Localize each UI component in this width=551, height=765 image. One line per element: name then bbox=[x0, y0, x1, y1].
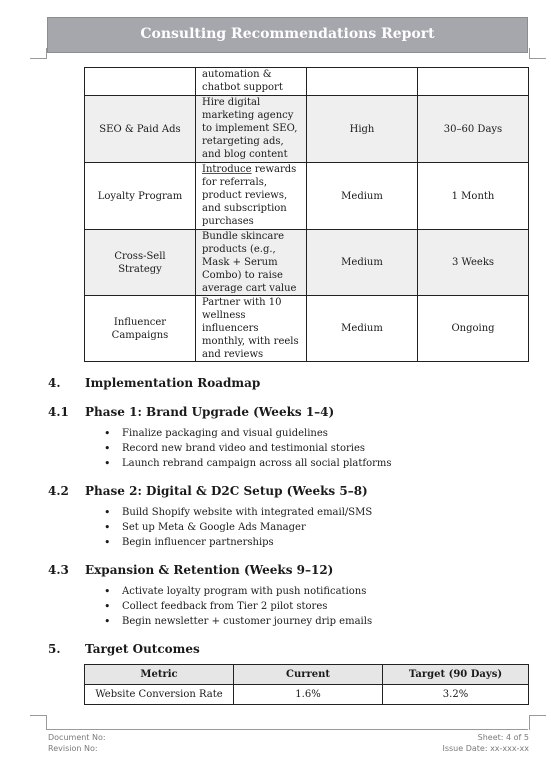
table-row bbox=[85, 96, 529, 163]
strategy-cell: Loyalty Program bbox=[85, 163, 196, 230]
list-item: • Collect feedback from Tier 2 pilot stores bbox=[104, 599, 372, 614]
timeline-cell: Ongoing bbox=[418, 296, 529, 362]
priority-cell bbox=[307, 68, 418, 96]
report-title: Consulting Recommendations Report bbox=[140, 26, 435, 42]
table-row bbox=[85, 296, 529, 362]
section-title: Phase 2: Digital & D2C Setup (Weeks 5–8) bbox=[85, 484, 368, 498]
revision-number: Revision No: bbox=[48, 744, 98, 753]
action-cell: automation & chatbot support bbox=[196, 68, 307, 96]
action-cell: Hire digital marketing agency to implement SEO, retargeting ads, and blog content bbox=[196, 96, 307, 163]
section-title: Phase 1: Brand Upgrade (Weeks 1–4) bbox=[85, 405, 335, 419]
section-number: 4. bbox=[48, 376, 61, 390]
timeline-cell: 3 Weeks bbox=[418, 230, 529, 296]
priority-cell: Medium bbox=[307, 296, 418, 362]
corner-mark bbox=[30, 48, 47, 59]
column-header: Current bbox=[234, 665, 383, 685]
action-rest: rewards for referrals, product reviews, and subscription purchases bbox=[202, 164, 297, 227]
section-number: 4.1 bbox=[48, 405, 69, 419]
footer-divider bbox=[47, 729, 528, 730]
report-header-bar bbox=[47, 17, 528, 53]
document-number: Document No: bbox=[48, 733, 106, 742]
recommendations-table bbox=[84, 67, 529, 362]
column-header: Metric bbox=[85, 665, 234, 685]
strategy-cell: SEO & Paid Ads bbox=[85, 96, 196, 163]
table-row bbox=[85, 230, 529, 296]
table-row bbox=[85, 68, 529, 96]
issue-date: Issue Date: xx-xxx-xx bbox=[442, 744, 529, 753]
corner-mark bbox=[529, 48, 546, 59]
table-cell: Website Conversion Rate bbox=[85, 685, 234, 705]
priority-cell: Medium bbox=[307, 230, 418, 296]
timeline-cell: 30–60 Days bbox=[418, 96, 529, 163]
section-title: Implementation Roadmap bbox=[85, 376, 261, 390]
list-item: • Set up Meta & Google Ads Manager bbox=[104, 520, 372, 535]
list-item: • Launch rebrand campaign across all social platforms bbox=[104, 456, 392, 471]
list-item: • Finalize packaging and visual guidelines bbox=[104, 426, 392, 441]
bullet-list bbox=[104, 505, 372, 550]
priority-cell: Medium bbox=[307, 163, 418, 230]
list-item: • Begin newsletter + customer journey drip emails bbox=[104, 614, 372, 629]
target-outcomes-table bbox=[84, 664, 529, 705]
list-item: • Begin influencer partnerships bbox=[104, 535, 372, 550]
strategy-cell: Cross-Sell Strategy bbox=[85, 230, 196, 296]
table-row bbox=[85, 685, 529, 705]
column-header: Target (90 Days) bbox=[383, 665, 529, 685]
sheet-number: Sheet: 4 of 5 bbox=[477, 733, 529, 742]
section-title: Expansion & Retention (Weeks 9–12) bbox=[85, 563, 334, 577]
corner-mark bbox=[529, 715, 546, 730]
bullet-list bbox=[104, 584, 372, 629]
list-item: • Record new brand video and testimonial stories bbox=[104, 441, 392, 456]
table-cell: 1.6% bbox=[234, 685, 383, 705]
list-item: • Activate loyalty program with push notifications bbox=[104, 584, 372, 599]
action-cell: Bundle skincare products (e.g., Mask + Serum Combo) to raise average cart value bbox=[196, 230, 307, 296]
timeline-cell: 1 Month bbox=[418, 163, 529, 230]
action-cell: Partner with 10 wellness influencers monthly, with reels and reviews bbox=[196, 296, 307, 362]
corner-mark bbox=[30, 715, 47, 730]
strategy-cell bbox=[85, 68, 196, 96]
action-cell bbox=[196, 163, 307, 230]
section-number: 4.2 bbox=[48, 484, 69, 498]
timeline-cell bbox=[418, 68, 529, 96]
strategy-cell: Influencer Campaigns bbox=[85, 296, 196, 362]
table-row bbox=[85, 163, 529, 230]
list-item: • Build Shopify website with integrated email/SMS bbox=[104, 505, 372, 520]
bullet-list bbox=[104, 426, 392, 471]
priority-cell: High bbox=[307, 96, 418, 163]
section-number: 5. bbox=[48, 642, 61, 656]
table-cell: 3.2% bbox=[383, 685, 529, 705]
table-header-row bbox=[85, 665, 529, 685]
action-first-word: Introduce bbox=[202, 164, 252, 175]
section-number: 4.3 bbox=[48, 563, 69, 577]
section-title: Target Outcomes bbox=[85, 642, 200, 656]
